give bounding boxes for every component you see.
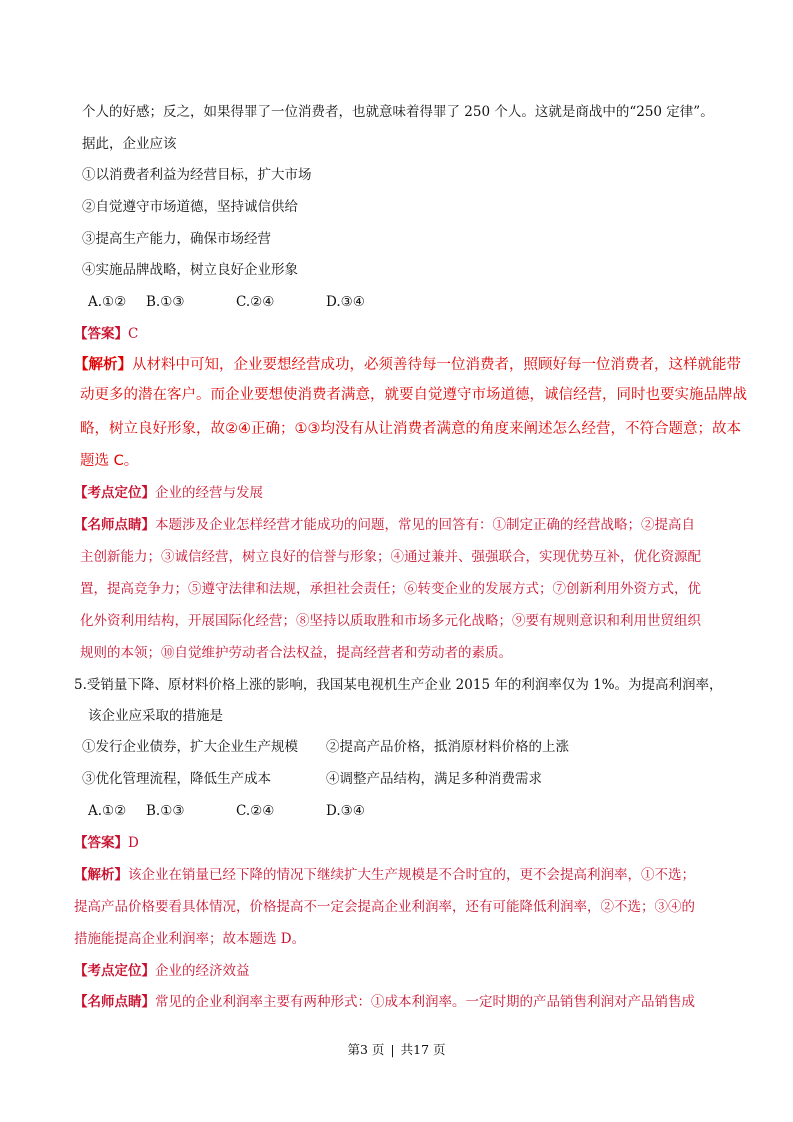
q4-analysis-line-3: 略，树立良好形象，故②④正确；①③均没有从让消费者满意的角度来阐述怎么经营，不符合题意；故本	[80, 421, 741, 437]
q5-answer-tag: 【答案】	[74, 835, 128, 851]
q5-mingshi-line-1: 【名师点睛】常见的企业利润率主要有两种形式：①成本利润率。一定时期的产品销售利润对产品销售成	[74, 994, 695, 1010]
q4-analysis-line-1: 【解析】从材料中可知，企业要想经营成功，必须善待每一位消费者，照顾好每一位消费者，这样就能带	[74, 357, 741, 373]
q4-kaodian-tag: 【考点定位】	[74, 485, 155, 501]
q4-mingshi-line-1: 【名师点睛】本题涉及企业怎样经营才能成功的问题，常见的回答有：①制定正确的经营战略；②提高自	[74, 517, 695, 533]
q4-option-c: C.②④	[236, 294, 275, 310]
q5-option-b: B.①③	[146, 803, 185, 819]
q4-mingshi-line-5: 规则的本领；⑩自觉维护劳动者合法权益，提高经营者和劳动者的素质。	[80, 645, 512, 661]
q4-kaodian	[74, 484, 263, 502]
q4-analysis-tag: 【解析】	[74, 357, 132, 373]
q5-analysis-line-1: 【解析】该企业在销量已经下降的情况下继续扩大生产规模是不合时宜的，更不会提高利润率，①不选；	[74, 867, 695, 883]
q5-item-3: ③优化管理流程，降低生产成本	[82, 771, 271, 787]
q4-stem-ask: 据此，企业应该	[82, 136, 177, 152]
q5-stem-line-1: 5.受销量下降、原材料价格上涨的影响，我国某电视机生产企业 2015 年的利润率仅为 1%。为提高利润率，	[74, 677, 723, 693]
q4-option-d: D.③④	[326, 294, 365, 310]
q4-mingshi-line-2: 主创新能力；③诚信经营，树立良好的信誉与形象；④通过兼并、强强联合，实现优势互补，优化资源配	[80, 549, 701, 565]
q5-answer	[74, 834, 139, 852]
q4-mingshi-line-3: 置，提高竞争力；⑤遵守法律和法规，承担社会责任；⑥转变企业的发展方式；⑦创新利用外资方式，优	[80, 581, 701, 597]
q4-option-a: A.①②	[88, 294, 127, 310]
q5-kaodian-tag: 【考点定位】	[74, 963, 155, 979]
q5-option-a: A.①②	[88, 803, 127, 819]
q5-analysis-tag: 【解析】	[74, 867, 128, 883]
page-number-separator: |	[390, 1042, 395, 1057]
q4-kaodian-value: 企业的经营与发展	[155, 485, 263, 501]
q4-item-1: ①以消费者利益为经营目标，扩大市场	[82, 167, 312, 183]
q4-mingshi-tag: 【名师点睛】	[74, 517, 155, 533]
q4-mingshi-line-4: 化外资利用结构，开展国际化经营；⑧坚持以质取胜和市场多元化战略；⑨要有规则意识和利用世贸组织	[80, 613, 701, 629]
q5-kaodian-value: 企业的经济效益	[155, 963, 250, 979]
q4-answer-tag: 【答案】	[74, 326, 128, 342]
q5-item-2: ②提高产品价格，抵消原材料价格的上涨	[326, 739, 569, 755]
q5-answer-value: D	[128, 835, 139, 851]
q5-item-1: ①发行企业债券，扩大企业生产规模	[82, 739, 298, 755]
q4-answer	[74, 325, 138, 343]
q4-item-2: ②自觉遵守市场道德，坚持诚信供给	[82, 199, 298, 215]
q5-mingshi-tag: 【名师点睛】	[74, 994, 155, 1010]
q5-kaodian	[74, 962, 250, 980]
q4-analysis-line-4: 题选 C。	[80, 453, 139, 469]
page-footer	[0, 1040, 793, 1058]
q5-option-d: D.③④	[326, 803, 365, 819]
q5-option-c: C.②④	[236, 803, 275, 819]
q4-item-3: ③提高生产能力，确保市场经营	[82, 231, 271, 247]
page-number-current: 第3 页	[347, 1042, 385, 1057]
q4-stem-tail: 个人的好感；反之，如果得罪了一位消费者，也就意味着得罪了 250 个人。这就是商战中的“250 定律”。	[82, 104, 714, 120]
q5-analysis-line-3: 措施能提高企业利润率；故本题选 D。	[74, 931, 306, 947]
q5-analysis-line-2: 提高产品价格要看具体情况，价格提高不一定会提高企业利润率，还有可能降低利润率，②不选；③④的	[74, 899, 695, 915]
q5-stem-line-2: 该企业应采取的措施是	[88, 708, 223, 724]
q4-answer-value: C	[128, 326, 139, 342]
q4-item-4: ④实施品牌战略，树立良好企业形象	[82, 262, 298, 278]
page-number-total: 共17 页	[400, 1042, 446, 1057]
q4-option-b: B.①③	[146, 294, 185, 310]
q4-analysis-line-2: 动更多的潜在客户。而企业要想使消费者满意，就要自觉遵守市场道德，诚信经营，同时也要实施品牌战	[80, 387, 747, 403]
q5-item-4: ④调整产品结构，满足多种消费需求	[326, 771, 542, 787]
